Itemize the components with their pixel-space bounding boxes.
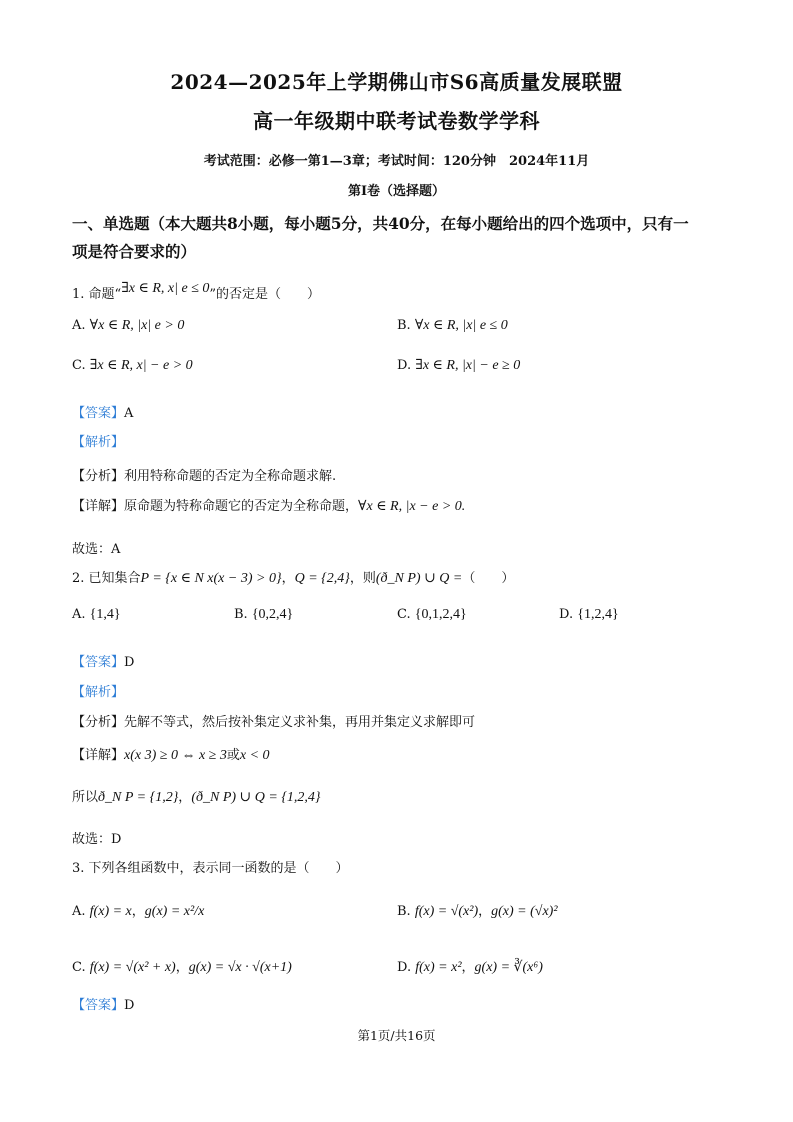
q3-option-a [72, 900, 204, 920]
answer-value: A [124, 406, 134, 421]
q2-stem-mid: ，则 [349, 571, 376, 586]
q3-option-b [397, 900, 558, 920]
option-math: ∃x ∈ R, x| − e > 0 [89, 358, 193, 373]
option-math2: g(x) = √x · √(x+1) [188, 960, 292, 975]
q2-xiangjie [72, 744, 270, 764]
option-label: C. [72, 960, 86, 975]
q3-option-d [397, 956, 543, 976]
option-math: ∃x ∈ R, |x| − e ≥ 0 [415, 358, 521, 373]
q1-option-b [397, 317, 508, 334]
option-label: D. [397, 960, 412, 975]
q2-stem-math3: (ð_N P) ∪ Q = [375, 571, 463, 586]
option-label: A. [72, 318, 86, 333]
page-number: 第1页/共16页 [357, 1028, 436, 1043]
q2-stem-math1: P = {x ∈ N x(x − 3) > 0} [140, 571, 282, 586]
xiangjie-math2: x < 0 [239, 748, 270, 763]
xiangjie-text: 原命题为特称命题它的否定为全称命题， [124, 499, 359, 514]
q3-option-c [72, 956, 292, 976]
option-math: {1,2,4} [577, 607, 619, 622]
option-label: C. [397, 607, 411, 622]
option-comma: ， [175, 960, 189, 975]
option-label: C. [72, 358, 86, 373]
q3-answer [72, 994, 134, 1013]
section-heading-line1: 一、单选题（本大题共8小题，每小题5分，共40分，在每小题给出的四个选项中，只有一 [72, 214, 689, 233]
option-comma: ， [478, 904, 492, 919]
q1-answer [72, 402, 133, 421]
option-label: D. [559, 607, 574, 622]
answer-value: D [124, 998, 135, 1013]
option-math: ∀x ∈ R, |x| e ≤ 0 [414, 318, 508, 333]
q2-stem-prefix: 2. 已知集合 [72, 571, 141, 586]
section-heading-line2: 项是符合要求的） [72, 242, 197, 261]
xiangjie-label: 【详解】 [72, 748, 125, 763]
answer-label: 【答案】 [72, 406, 125, 421]
answer-label: 【答案】 [72, 998, 125, 1013]
q3-stem: 3. 下列各组函数中，表示同一函数的是（ ） [72, 861, 349, 876]
q2-analysis-label: 【解析】 [72, 685, 125, 700]
volume-heading: 第I卷（选择题） [347, 184, 446, 199]
option-math: {1,4} [89, 607, 121, 622]
q2-option-d [559, 607, 619, 623]
option-label: B. [397, 904, 411, 919]
q1-xiangjie [72, 495, 465, 515]
option-label: B. [234, 607, 248, 622]
q1-analysis-label: 【解析】 [72, 435, 125, 450]
q2-answer [72, 651, 134, 670]
xiangjie-or: 或 [226, 748, 240, 763]
option-math2: g(x) = ∛(x⁶) [474, 960, 543, 975]
q1-stem-prefix: 1. 命题“ [72, 287, 122, 302]
option-comma: ， [131, 904, 145, 919]
q2-stem-math2: Q = {2,4} [294, 571, 350, 586]
q2-option-a [72, 607, 121, 623]
q1-option-d [397, 357, 520, 374]
guxuan-label: 故选： [72, 832, 112, 847]
xiangjie-math1: x(x 3) ≥ 0 ⇔ x ≥ 3 [124, 748, 227, 763]
q2-guxuan [72, 828, 121, 847]
option-label: B. [397, 318, 411, 333]
option-math1: f(x) = √(x²) [414, 904, 479, 919]
option-comma: ， [461, 960, 475, 975]
q1-stem-suffix: ”的否定是（ ） [209, 287, 321, 302]
option-math2: g(x) = x²/x [144, 904, 205, 919]
q1-guxuan [72, 538, 120, 557]
doc-title-line1: 2024—2025年上学期佛山市S6高质量发展联盟 [170, 70, 623, 94]
q1-stem [72, 283, 320, 303]
fenxi-text: 利用特称命题的否定为全称命题求解. [124, 469, 337, 484]
q1-option-a [72, 317, 184, 334]
suoyi-math1: ð_N P = {1,2} [98, 790, 179, 805]
exam-info: 考试范围：必修一第1—3章；考试时间：120分钟 2024年11月 [203, 154, 590, 169]
q2-stem [72, 567, 514, 587]
option-math: {0,1,2,4} [414, 607, 467, 622]
fenxi-label: 【分析】 [72, 715, 125, 730]
option-math: {0,2,4} [251, 607, 294, 622]
guxuan-value: A [111, 542, 121, 557]
guxuan-label: 故选： [72, 542, 112, 557]
doc-title-line2: 高一年级期中联考试卷数学学科 [253, 109, 540, 133]
answer-label: 【答案】 [72, 655, 125, 670]
suoyi-text: 所以 [72, 790, 99, 805]
fenxi-label: 【分析】 [72, 469, 125, 484]
q2-suoyi [72, 786, 321, 806]
suoyi-math2: (ð_N P) ∪ Q = {1,2,4} [191, 790, 321, 805]
option-math: ∀x ∈ R, |x| e > 0 [89, 318, 185, 333]
q1-fenxi [72, 465, 336, 484]
q2-stem-sep: ， [281, 571, 295, 586]
fenxi-text: 先解不等式，然后按补集定义求补集，再用并集定义求解即可 [124, 715, 476, 730]
q1-option-c [72, 357, 193, 374]
q2-option-c [397, 607, 467, 623]
xiangjie-math: ∀x ∈ R, |x − e > 0. [358, 499, 466, 514]
guxuan-value: D [111, 832, 122, 847]
option-label: D. [397, 358, 412, 373]
q2-stem-suffix: （ ） [462, 571, 515, 586]
q2-fenxi [72, 711, 475, 730]
answer-value: D [124, 655, 135, 670]
option-math1: f(x) = x [89, 904, 132, 919]
q1-stem-math: ∃x ∈ R, x| e ≤ 0 [121, 281, 210, 296]
suoyi-sep: ， [178, 790, 192, 805]
option-math2: g(x) = (√x)² [491, 904, 558, 919]
option-label: A. [72, 607, 86, 622]
option-math1: f(x) = x² [415, 960, 462, 975]
option-label: A. [72, 904, 86, 919]
option-math1: f(x) = √(x² + x) [89, 960, 176, 975]
xiangjie-label: 【详解】 [72, 499, 125, 514]
q2-option-b [234, 607, 293, 623]
